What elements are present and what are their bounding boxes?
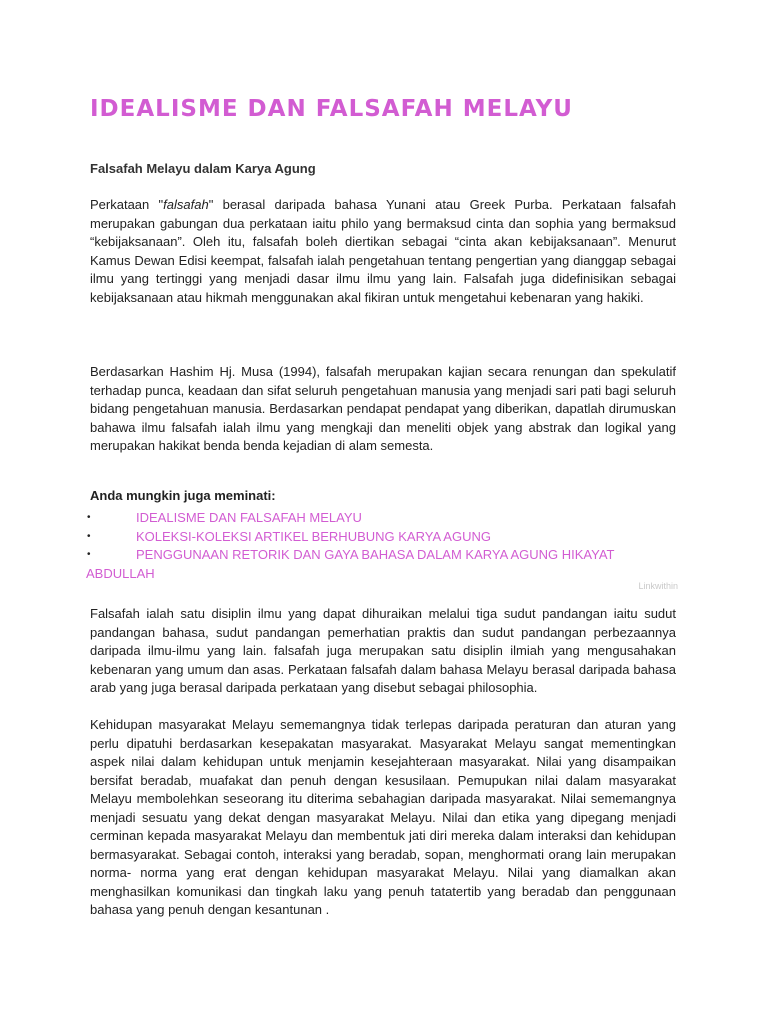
paragraph-kehidupan-masyarakat: Kehidupan masyarakat Melayu sememangnya tidak terlepas daripada peraturan dan aturan yang perlu dipatuhi berdasarkan kesepakatan masyarakat. Masyarakat Melayu sangat mementingkan aspek nilai dalam kehidupan untuk menjamin kesejahteraan masyarakat. Nilai yang disampaikan bersifat beradab, muafakat dan penuh dengan kesusilaan. Pemupukan nilai dalam masyarakat Melayu membolehkan seseorang itu diterima sebahagian daripada masyarakat. Nilai sememangnya menjadi sesuatu yang dekat dengan masyarakat Melayu. Nilai dan etika yang dipegang menjadi cerminan kepada masyarakat Melayu dan membentuk jati diri mereka dalam interaksi dan kehidupan bermasyarakat. Sebagai contoh, interaksi yang beradab, sopan, menghormati orang lain merupakan norma- norma yang erat dengan kehidupan masyarakat Melayu. Nilai yang diamalkan akan menghasilkan komunikasi dan tingkah laku yang penuh tatatertib yang beradab dan penggunaan bahasa yang penuh dengan kesantunan .: [90, 717, 676, 917]
paragraph-text: " berasal daripada bahasa Yunani atau Greek Purba. Perkataan falsafah merupakan gabungan dua perkataan iaitu philo yang bermaksud cinta dan sophia yang bermaksud “kebijaksanaan”. Oleh itu, falsafah boleh diertikan sebagai “cinta akan kebijaksanaan”. Menurut Kamus Dewan Edisi keempat, falsafah ialah pengetahuan tentang pengertian yang dianggap sebagai ilmu yang tertinggi yang menjadi dasar ilmu ilmu yang lain. Falsafah juga didefinisikan sebagai kebijaksanaan atau hikmah menggunakan akal fikiran untuk mengetahui kebenaran yang hakiki.: [90, 197, 676, 305]
bullet-icon: •: [87, 549, 91, 560]
bullet-icon: •: [87, 531, 91, 542]
paragraph-text: Perkataan ": [90, 197, 164, 212]
related-item: [0, 508, 768, 527]
bullet-icon: •: [87, 512, 91, 523]
paragraph-hashim-musa: Berdasarkan Hashim Hj. Musa (1994), falsafah merupakan kajian secara renungan dan spekulatif terhadap punca, keadaan dan sifat seluruh pengetahuan manusia yang menjadi sari pati bagi seluruh bidang pengetahuan manusia. Berdasarkan pendapat pendapat yang diberikan, dapatlah dirumuskan bahawa ilmu falsafah ialah ilmu yang mengkaji dan meneliti objek yang abstrak dan logikal yang merupakan hakikat benda benda kejadian di alam semesta.: [90, 364, 676, 453]
linkwithin-credit[interactable]: Linkwithin: [638, 581, 678, 591]
related-link-koleksi[interactable]: KOLEKSI-KOLEKSI ARTIKEL BERHUBUNG KARYA AGUNG: [136, 529, 491, 544]
related-link-idealisme[interactable]: IDEALISME DAN FALSAFAH MELAYU: [136, 510, 362, 525]
related-item: [0, 545, 768, 564]
paragraph-disiplin-ilmu: Falsafah ialah satu disiplin ilmu yang dapat dihuraikan melalui tiga sudut pandangan iaitu sudut pandangan bahasa, sudut pandangan pemerhatian praktis dan sudut pandangan perbezaannya daripada ilmu-ilmu yang lain. falsafah juga merupakan satu disiplin ilmiah yang mengusahakan kebenaran yang umum dan asas. Perkataan falsafah dalam bahasa Melayu berasal daripada bahasa arab yang juga berasal daripada perkataan yang disebut sebagai philosophia.: [90, 606, 676, 695]
related-item: [0, 527, 768, 546]
page-title: IDEALISME DAN FALSAFAH MELAYU: [90, 96, 573, 122]
italic-term: falsafah: [163, 197, 209, 212]
related-link-retorik-continuation[interactable]: ABDULLAH: [86, 566, 155, 581]
paragraph-definition: [90, 196, 676, 307]
related-link-retorik[interactable]: PENGGUNAAN RETORIK DAN GAYA BAHASA DALAM KARYA AGUNG HIKAYAT: [136, 547, 615, 562]
section-subtitle: Falsafah Melayu dalam Karya Agung: [90, 161, 316, 176]
related-heading: Anda mungkin juga meminati:: [90, 488, 276, 503]
